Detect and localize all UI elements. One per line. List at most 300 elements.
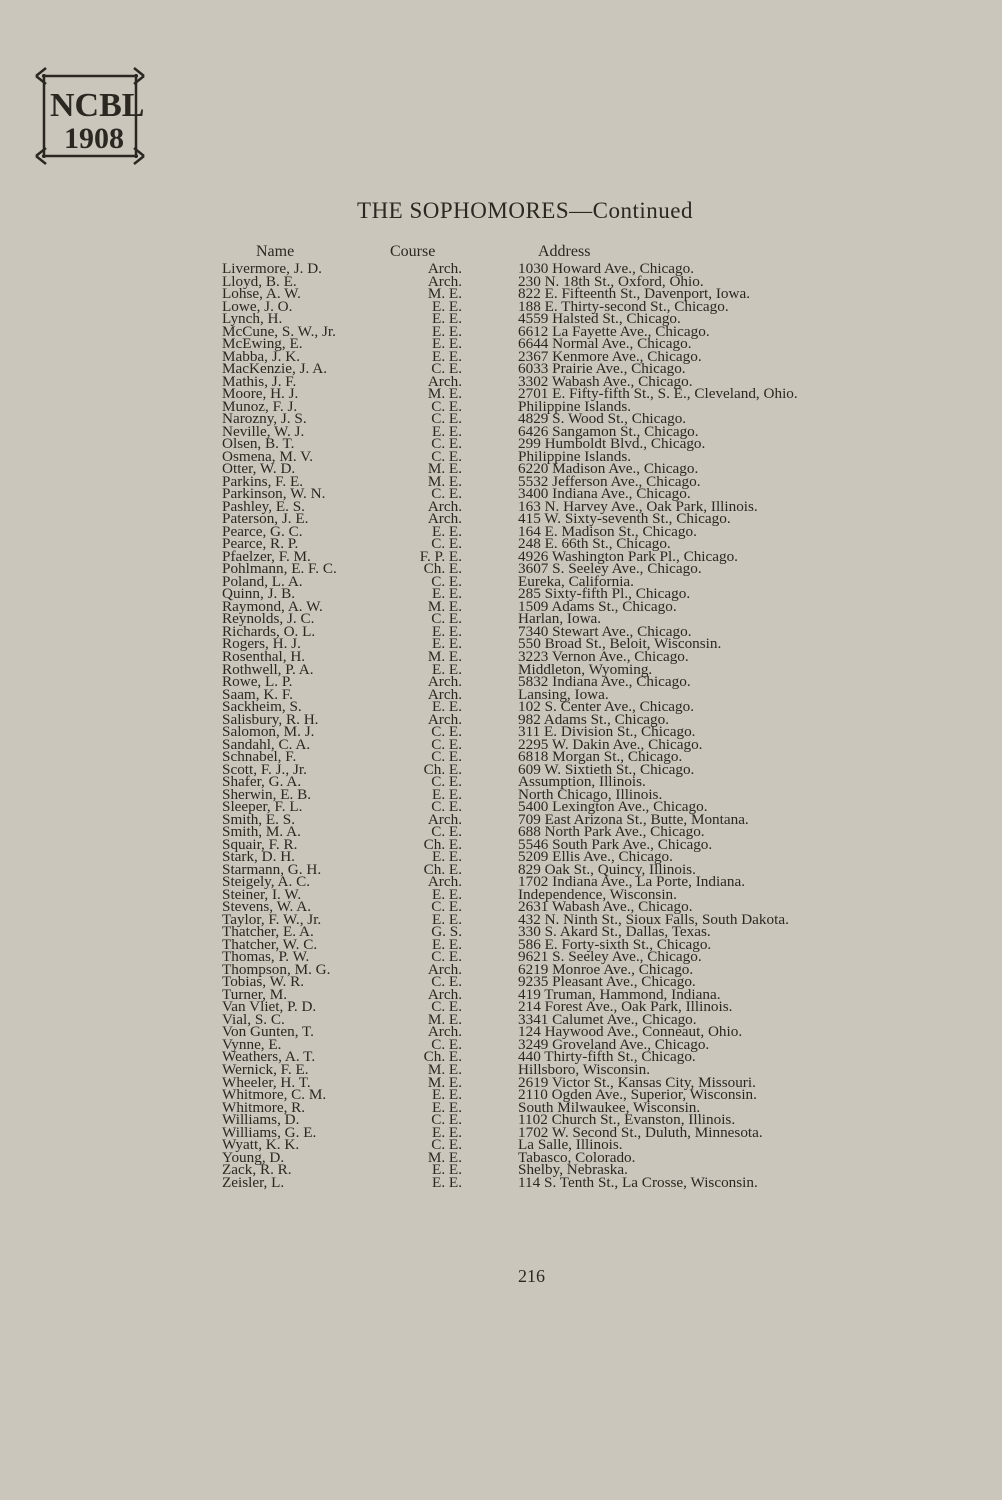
address: 5209 Ellis Ave., Chicago. (518, 848, 673, 866)
address: Eureka, California. (518, 572, 634, 590)
student-name: Parkinson, W. N. (222, 485, 326, 503)
student-name: Turner, M. (222, 985, 288, 1003)
student-name: Vial, S. C. (222, 1010, 285, 1028)
student-name: Pfaelzer, F. M. (222, 547, 311, 565)
address: 6033 Prairie Ave., Chicago. (518, 360, 686, 378)
student-name: Lohse, A. W. (222, 285, 301, 303)
student-name: Pohlmann, E. F. C. (222, 560, 337, 578)
course: C. E. (431, 735, 462, 753)
student-name: Rothwell, P. A. (222, 660, 314, 678)
course: C. E. (431, 572, 462, 590)
course: Arch. (427, 673, 462, 691)
address: 4559 Halsted St., Chicago. (518, 310, 681, 328)
course: Ch. E. (423, 860, 462, 878)
course: E. E. (432, 935, 462, 953)
address: 3249 Groveland Ave., Chicago. (518, 1035, 710, 1053)
student-name: Starmann, G. H. (222, 860, 322, 878)
address: 688 North Park Ave., Chicago. (518, 823, 705, 841)
course: E. E. (432, 522, 462, 540)
student-name: Otter, W. D. (222, 460, 296, 478)
table-row (0, 973, 1002, 991)
svg-text:1908: 1908 (64, 122, 124, 155)
course: E. E. (432, 785, 462, 803)
course: C. E. (431, 535, 462, 553)
course: E. E. (432, 660, 462, 678)
address: 432 N. Ninth St., Sioux Falls, South Dakota. (518, 910, 789, 928)
student-name: Lynch, H. (222, 310, 283, 328)
table-row (0, 1035, 1002, 1053)
course: M. E. (427, 647, 462, 665)
table-row (0, 572, 1002, 590)
address: 6219 Monroe Ave., Chicago. (518, 960, 694, 978)
address: Independence, Wisconsin. (518, 885, 677, 903)
course: C. E. (431, 948, 462, 966)
table-row (0, 698, 1002, 716)
address: 822 E. Fifteenth St., Davenport, Iowa. (518, 285, 750, 303)
table-row (0, 735, 1002, 753)
address: Tabasco, Colorado. (518, 1148, 636, 1166)
table-row (0, 985, 1002, 1003)
course: Arch. (427, 985, 462, 1003)
address: 1509 Adams St., Chicago. (518, 597, 677, 615)
table-row (0, 1023, 1002, 1041)
table-row (0, 785, 1002, 803)
student-name: Livermore, J. D. (222, 260, 322, 277)
table-row (0, 460, 1002, 478)
course: E. E. (432, 910, 462, 928)
course: C. E. (431, 898, 462, 916)
table-row (0, 1161, 1002, 1179)
course: C. E. (431, 610, 462, 628)
address: 1702 W. Second St., Duluth, Minnesota. (518, 1123, 763, 1141)
course: E. E. (432, 310, 462, 328)
student-name: Vynne, E. (222, 1035, 282, 1053)
address: 164 E. Madison St., Chicago. (518, 522, 697, 540)
address: 285 Sixty-fifth Pl., Chicago. (518, 585, 691, 603)
student-name: Van Vliet, P. D. (222, 998, 317, 1016)
table-row (0, 260, 1002, 277)
address: 124 Haywood Ave., Conneaut, Ohio. (518, 1023, 743, 1041)
course: Arch. (427, 873, 462, 891)
table-row (0, 810, 1002, 828)
student-name: Munoz, F. J. (222, 397, 298, 415)
course: Arch. (427, 497, 462, 515)
student-name: Thompson, M. G. (222, 960, 331, 978)
address: 419 Truman, Hammond, Indiana. (518, 985, 721, 1003)
student-name: Taylor, F. W., Jr. (222, 910, 322, 928)
student-name: Wheeler, H. T. (222, 1073, 311, 1091)
course: Arch. (427, 260, 462, 277)
table-row (0, 622, 1002, 640)
course: E. E. (432, 322, 462, 340)
course: E. E. (432, 335, 462, 353)
roster-table (0, 260, 1002, 1191)
address: 248 E. 66th St., Chicago. (518, 535, 671, 553)
table-row (0, 297, 1002, 315)
student-name: Parkins, F. E. (222, 472, 304, 490)
address: 829 Oak St., Quincy, Illinois. (518, 860, 696, 878)
student-name: Wyatt, K. K. (222, 1136, 300, 1154)
table-row (0, 497, 1002, 515)
student-name: Shafer, G. A. (222, 773, 302, 791)
table-row (0, 1148, 1002, 1166)
table-row (0, 1048, 1002, 1066)
student-name: MacKenzie, J. A. (222, 360, 328, 378)
table-row (0, 1010, 1002, 1028)
course: E. E. (432, 1123, 462, 1141)
course: Ch. E. (423, 1048, 462, 1066)
address: 1030 Howard Ave., Chicago. (518, 260, 695, 277)
student-name: Mathis, J. F. (222, 372, 297, 390)
table-row (0, 660, 1002, 678)
address: 982 Adams St., Chicago. (518, 710, 670, 728)
table-row (0, 910, 1002, 928)
course: Arch. (427, 272, 462, 290)
table-row (0, 335, 1002, 353)
student-name: Stark, D. H. (222, 848, 295, 866)
course: M. E. (427, 1061, 462, 1078)
table-row (0, 610, 1002, 628)
ncbl-1908-logo (34, 64, 146, 168)
svg-text:NCBL: NCBL (50, 87, 145, 124)
table-row (0, 898, 1002, 916)
address: 3223 Vernon Ave., Chicago. (518, 647, 689, 665)
course: C. E. (431, 1111, 462, 1129)
course: Arch. (427, 960, 462, 978)
address: 5532 Jefferson Ave., Chicago. (518, 472, 701, 490)
student-name: Lowe, J. O. (222, 297, 293, 315)
table-row (0, 372, 1002, 390)
course: M. E. (427, 597, 462, 615)
table-row (0, 597, 1002, 615)
header-course: Course (390, 243, 436, 260)
table-row (0, 685, 1002, 703)
student-name: Mabba, J. K. (222, 347, 301, 365)
table-row (0, 347, 1002, 365)
table-row (0, 998, 1002, 1016)
student-name: Sandahl, C. A. (222, 735, 311, 753)
course: E. E. (432, 422, 462, 440)
table-row (0, 447, 1002, 465)
student-name: Quinn, J. B. (222, 585, 295, 603)
student-name: Tobias, W. R. (222, 973, 305, 991)
table-row (0, 760, 1002, 778)
course: E. E. (432, 1161, 462, 1179)
student-name: Neville, W. J. (222, 422, 305, 440)
course: M. E. (427, 1148, 462, 1166)
student-name: Richards, O. L. (222, 622, 316, 640)
address: 102 S. Center Ave., Chicago. (518, 698, 695, 716)
student-name: Scott, F. J., Jr. (222, 760, 307, 778)
student-name: Sackheim, S. (222, 698, 302, 716)
address: Philippine Islands. (518, 447, 632, 465)
course: C. E. (431, 823, 462, 841)
student-name: Williams, G. E. (222, 1123, 317, 1141)
course: C. E. (431, 410, 462, 428)
page-title: THE SOPHOMORES—Continued (357, 198, 693, 223)
page-number: 216 (518, 1266, 545, 1286)
table-row (0, 1086, 1002, 1104)
table-row (0, 773, 1002, 791)
course: M. E. (427, 1073, 462, 1091)
table-row (0, 310, 1002, 328)
course: E. E. (432, 885, 462, 903)
table-row (0, 1111, 1002, 1129)
address: 9235 Pleasant Ave., Chicago. (518, 973, 696, 991)
student-name: Paterson, J. E. (222, 510, 309, 528)
student-name: Williams, D. (222, 1111, 300, 1129)
table-row (0, 272, 1002, 290)
student-name: Weathers, A. T. (222, 1048, 316, 1066)
student-name: Raymond, A. W. (222, 597, 323, 615)
address: 6220 Madison Ave., Chicago. (518, 460, 699, 478)
address: 7340 Stewart Ave., Chicago. (518, 622, 692, 640)
address: 6426 Sangamon St., Chicago. (518, 422, 699, 440)
course: Ch. E. (423, 835, 462, 853)
table-row (0, 1173, 1002, 1191)
course: M. E. (427, 460, 462, 478)
course: C. E. (431, 485, 462, 503)
course: E. E. (432, 635, 462, 653)
address: 6644 Normal Ave., Chicago. (518, 335, 692, 353)
course: E. E. (432, 698, 462, 716)
course: M. E. (427, 385, 462, 403)
table-row (0, 835, 1002, 853)
address: Shelby, Nebraska. (518, 1161, 628, 1179)
student-name: Saam, K. F. (222, 685, 293, 703)
table-row (0, 522, 1002, 540)
course: Arch. (427, 1023, 462, 1041)
student-name: Osmena, M. V. (222, 447, 313, 465)
course: E. E. (432, 1086, 462, 1104)
table-row (0, 510, 1002, 528)
address: 6612 La Fayette Ave., Chicago. (518, 322, 710, 340)
table-row (0, 472, 1002, 490)
address: 2701 E. Fifty-fifth St., S. E., Cleveland, Ohio. (518, 385, 798, 403)
course: C. E. (431, 773, 462, 791)
student-name: Zeisler, L. (222, 1173, 285, 1191)
address: La Salle, Illinois. (518, 1136, 623, 1154)
student-name: Pearce, R. P. (222, 535, 299, 553)
table-row (0, 585, 1002, 603)
address: 2367 Kenmore Ave., Chicago. (518, 347, 702, 365)
student-name: Rowe, L. P. (222, 673, 293, 691)
student-name: Von Gunten, T. (222, 1023, 314, 1041)
address: Middleton, Wyoming. (518, 660, 653, 678)
student-name: Salomon, M. J. (222, 723, 315, 741)
table-row (0, 673, 1002, 691)
course: C. E. (431, 1136, 462, 1154)
address: 4926 Washington Park Pl., Chicago. (518, 547, 738, 565)
student-name: Lloyd, B. E. (222, 272, 297, 290)
student-name: McEwing, E. (222, 335, 303, 353)
address: 3607 S. Seeley Ave., Chicago. (518, 560, 702, 578)
address: 5832 Indiana Ave., Chicago. (518, 673, 691, 691)
table-row (0, 1123, 1002, 1141)
address: Hillsboro, Wisconsin. (518, 1061, 650, 1078)
table-row (0, 422, 1002, 440)
address: Lansing, Iowa. (518, 685, 609, 703)
student-name: Reynolds, J. C. (222, 610, 315, 628)
course: Arch. (427, 372, 462, 390)
table-row (0, 547, 1002, 565)
table-row (0, 410, 1002, 428)
course: M. E. (427, 285, 462, 303)
course: C. E. (431, 998, 462, 1016)
student-name: Pearce, G. C. (222, 522, 303, 540)
address: 709 East Arizona St., Butte, Montana. (518, 810, 749, 828)
student-name: Olsen, B. T. (222, 435, 295, 453)
course: M. E. (427, 1010, 462, 1028)
table-row (0, 360, 1002, 378)
student-name: Thomas, P. W. (222, 948, 310, 966)
address: 114 S. Tenth St., La Crosse, Wisconsin. (518, 1173, 758, 1191)
table-row (0, 322, 1002, 340)
table-row (0, 635, 1002, 653)
table-row (0, 935, 1002, 953)
address: 609 W. Sixtieth St., Chicago. (518, 760, 695, 778)
address: 5400 Lexington Ave., Chicago. (518, 798, 708, 816)
course: Ch. E. (423, 560, 462, 578)
table-row (0, 1061, 1002, 1078)
student-name: Thatcher, W. C. (222, 935, 318, 953)
table-row (0, 723, 1002, 741)
student-name: Pashley, E. S. (222, 497, 305, 515)
table-row (0, 823, 1002, 841)
address: 188 E. Thirty-second St., Chicago. (518, 297, 729, 315)
course: E. E. (432, 622, 462, 640)
student-name: Rosenthal, H. (222, 647, 306, 665)
course: C. E. (431, 798, 462, 816)
course: C. E. (431, 748, 462, 766)
table-row (0, 748, 1002, 766)
table-row (0, 535, 1002, 553)
course: Arch. (427, 710, 462, 728)
course: C. E. (431, 973, 462, 991)
student-name: Wernick, F. E. (222, 1061, 309, 1078)
student-name: Poland, L. A. (222, 572, 303, 590)
student-name: Thatcher, E. A. (222, 923, 314, 941)
course: E. E. (432, 347, 462, 365)
course: E. E. (432, 848, 462, 866)
address: 2619 Victor St., Kansas City, Missouri. (518, 1073, 756, 1091)
address: 1102 Church St., Evanston, Illinois. (518, 1111, 736, 1129)
student-name: Stevens, W. A. (222, 898, 312, 916)
course: C. E. (431, 435, 462, 453)
table-row (0, 710, 1002, 728)
table-row (0, 923, 1002, 941)
student-name: Sleeper, F. L. (222, 798, 303, 816)
student-name: Sherwin, E. B. (222, 785, 312, 803)
address: 5546 South Park Ave., Chicago. (518, 835, 713, 853)
address: 230 N. 18th St., Oxford, Ohio. (518, 272, 704, 290)
address: 2631 Wabash Ave., Chicago. (518, 898, 693, 916)
address: Harlan, Iowa. (518, 610, 602, 628)
course: Ch. E. (423, 760, 462, 778)
address: 1702 Indiana Ave., La Porte, Indiana. (518, 873, 746, 891)
course: C. E. (431, 1035, 462, 1053)
student-name: Squair, F. R. (222, 835, 298, 853)
header-address: Address (538, 243, 591, 260)
table-row (0, 647, 1002, 665)
address: 586 E. Forty-sixth St., Chicago. (518, 935, 712, 953)
student-name: Steigely, A. C. (222, 873, 311, 891)
address: 9621 S. Seeley Ave., Chicago. (518, 948, 702, 966)
table-row (0, 435, 1002, 453)
address: 3400 Indiana Ave., Chicago. (518, 485, 691, 503)
address: Philippine Islands. (518, 397, 632, 415)
address: 3341 Calumet Ave., Chicago. (518, 1010, 697, 1028)
student-name: Moore, H. J. (222, 385, 299, 403)
table-row (0, 885, 1002, 903)
student-name: Narozny, J. S. (222, 410, 307, 428)
address: North Chicago, Illinois. (518, 785, 663, 803)
table-row (0, 798, 1002, 816)
address: South Milwaukee, Wisconsin. (518, 1098, 701, 1116)
student-name: Rogers, H. J. (222, 635, 301, 653)
address: 6818 Morgan St., Chicago. (518, 748, 683, 766)
student-name: Young, D. (222, 1148, 285, 1166)
student-name: Smith, E. S. (222, 810, 296, 828)
address: 550 Broad St., Beloit, Wisconsin. (518, 635, 722, 653)
address: 299 Humboldt Blvd., Chicago. (518, 435, 706, 453)
address: 330 S. Akard St., Dallas, Texas. (518, 923, 711, 941)
student-name: Steiner, I. W. (222, 885, 302, 903)
student-name: Whitmore, R. (222, 1098, 306, 1116)
table-row (0, 560, 1002, 578)
course: Arch. (427, 685, 462, 703)
course: E. E. (432, 1173, 462, 1191)
student-name: Whitmore, C. M. (222, 1086, 327, 1104)
course: Arch. (427, 810, 462, 828)
course: C. E. (431, 397, 462, 415)
address: Assumption, Illinois. (518, 773, 646, 791)
course: G. S. (431, 923, 462, 941)
student-name: McCune, S. W., Jr. (222, 322, 336, 340)
address: 415 W. Sixty-seventh St., Chicago. (518, 510, 731, 528)
header-name: Name (256, 243, 295, 260)
student-name: Zack, R. R. (222, 1161, 292, 1179)
address: 311 E. Division St., Chicago. (518, 723, 696, 741)
table-row (0, 397, 1002, 415)
course: E. E. (432, 585, 462, 603)
table-row (0, 1136, 1002, 1154)
address: 163 N. Harvey Ave., Oak Park, Illinois. (518, 497, 758, 515)
address: 214 Forest Ave., Oak Park, Illinois. (518, 998, 733, 1016)
course: C. E. (431, 723, 462, 741)
course: E. E. (432, 297, 462, 315)
course: Arch. (427, 510, 462, 528)
course: E. E. (432, 1098, 462, 1116)
table-row (0, 848, 1002, 866)
table-row (0, 285, 1002, 303)
table-row (0, 1073, 1002, 1091)
student-name: Schnabel, F. (222, 748, 297, 766)
table-row (0, 485, 1002, 503)
table-row (0, 873, 1002, 891)
address: 440 Thirty-fifth St., Chicago. (518, 1048, 696, 1066)
student-name: Salisbury, R. H. (222, 710, 319, 728)
table-row (0, 385, 1002, 403)
course: F. P. E. (419, 547, 462, 565)
course: C. E. (431, 447, 462, 465)
course: C. E. (431, 360, 462, 378)
table-row (0, 860, 1002, 878)
table-row (0, 948, 1002, 966)
student-name: Smith, M. A. (222, 823, 301, 841)
table-row (0, 1098, 1002, 1116)
address: 3302 Wabash Ave., Chicago. (518, 372, 693, 390)
